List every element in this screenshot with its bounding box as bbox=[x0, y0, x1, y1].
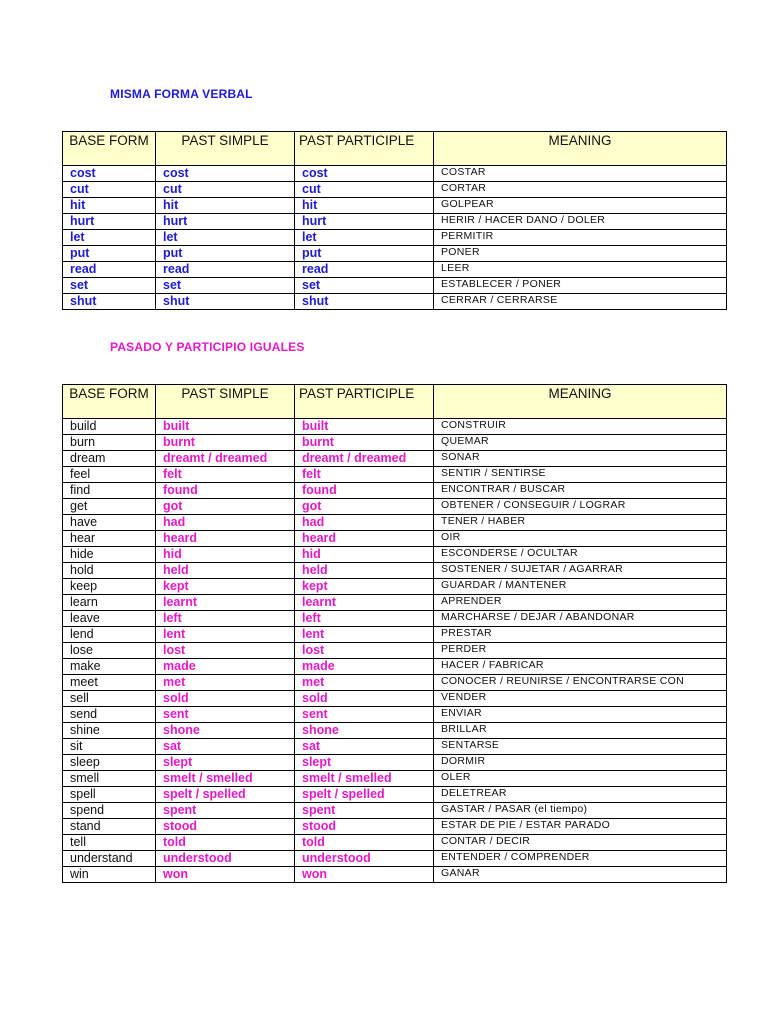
base-form-cell: sleep bbox=[63, 755, 156, 771]
past-simple-cell: put bbox=[156, 246, 295, 262]
header-meaning: MEANING bbox=[434, 132, 727, 166]
past-participle-cell: understood bbox=[295, 851, 434, 867]
table-row bbox=[63, 835, 727, 851]
past-simple-cell: told bbox=[156, 835, 295, 851]
past-simple-cell: set bbox=[156, 278, 295, 294]
past-simple-cell: hid bbox=[156, 547, 295, 563]
meaning-cell: MARCHARSE / DEJAR / ABANDONAR bbox=[434, 611, 727, 627]
past-participle-cell: dreamt / dreamed bbox=[295, 451, 434, 467]
header-past-simple: PAST SIMPLE bbox=[156, 385, 295, 419]
base-form-cell: win bbox=[63, 867, 156, 883]
past-participle-cell: left bbox=[295, 611, 434, 627]
base-form-cell: tell bbox=[63, 835, 156, 851]
past-simple-cell: spelt / spelled bbox=[156, 787, 295, 803]
verb-table-same-form bbox=[62, 131, 727, 310]
meaning-cell: COSTAR bbox=[434, 166, 727, 182]
past-participle-cell: sold bbox=[295, 691, 434, 707]
table-row bbox=[63, 262, 727, 278]
past-participle-cell: kept bbox=[295, 579, 434, 595]
meaning-cell: HACER / FABRICAR bbox=[434, 659, 727, 675]
past-simple-cell: found bbox=[156, 483, 295, 499]
meaning-cell: PRESTAR bbox=[434, 627, 727, 643]
past-simple-cell: read bbox=[156, 262, 295, 278]
table-row bbox=[63, 294, 727, 310]
past-simple-cell: met bbox=[156, 675, 295, 691]
meaning-cell: BRILLAR bbox=[434, 723, 727, 739]
past-participle-cell: learnt bbox=[295, 595, 434, 611]
meaning-cell: GOLPEAR bbox=[434, 198, 727, 214]
table-row bbox=[63, 499, 727, 515]
table-body bbox=[63, 419, 727, 883]
past-participle-cell: built bbox=[295, 419, 434, 435]
past-participle-cell: shut bbox=[295, 294, 434, 310]
base-form-cell: spell bbox=[63, 787, 156, 803]
past-simple-cell: felt bbox=[156, 467, 295, 483]
past-participle-cell: smelt / smelled bbox=[295, 771, 434, 787]
base-form-cell: hold bbox=[63, 563, 156, 579]
past-simple-cell: cost bbox=[156, 166, 295, 182]
past-participle-cell: spent bbox=[295, 803, 434, 819]
past-simple-cell: built bbox=[156, 419, 295, 435]
past-participle-cell: got bbox=[295, 499, 434, 515]
base-form-cell: shut bbox=[63, 294, 156, 310]
past-simple-cell: understood bbox=[156, 851, 295, 867]
base-form-cell: smell bbox=[63, 771, 156, 787]
table-row bbox=[63, 723, 727, 739]
header-past-simple: PAST SIMPLE bbox=[156, 132, 295, 166]
past-simple-cell: heard bbox=[156, 531, 295, 547]
base-form-cell: feel bbox=[63, 467, 156, 483]
past-simple-cell: hit bbox=[156, 198, 295, 214]
meaning-cell: ENTENDER / COMPRENDER bbox=[434, 851, 727, 867]
meaning-cell: HERIR / HACER DANO / DOLER bbox=[434, 214, 727, 230]
past-participle-cell: heard bbox=[295, 531, 434, 547]
table-row bbox=[63, 659, 727, 675]
meaning-cell: SENTIR / SENTIRSE bbox=[434, 467, 727, 483]
header-meaning: MEANING bbox=[434, 385, 727, 419]
past-participle-cell: put bbox=[295, 246, 434, 262]
base-form-cell: spend bbox=[63, 803, 156, 819]
header-base-form: BASE FORM bbox=[63, 385, 156, 419]
meaning-cell: ESTAR DE PIE / ESTAR PARADO bbox=[434, 819, 727, 835]
past-simple-cell: slept bbox=[156, 755, 295, 771]
past-simple-cell: shut bbox=[156, 294, 295, 310]
section-title-misma-forma: MISMA FORMA VERBAL bbox=[110, 87, 253, 101]
table-row bbox=[63, 419, 727, 435]
base-form-cell: set bbox=[63, 278, 156, 294]
past-simple-cell: sat bbox=[156, 739, 295, 755]
meaning-cell: ESCONDERSE / OCULTAR bbox=[434, 547, 727, 563]
meaning-cell: VENDER bbox=[434, 691, 727, 707]
table-row bbox=[63, 467, 727, 483]
meaning-cell: GUARDAR / MANTENER bbox=[434, 579, 727, 595]
past-participle-cell: lost bbox=[295, 643, 434, 659]
table-row bbox=[63, 531, 727, 547]
past-participle-cell: made bbox=[295, 659, 434, 675]
meaning-cell: CONTAR / DECIR bbox=[434, 835, 727, 851]
past-simple-cell: spent bbox=[156, 803, 295, 819]
meaning-cell: SOSTENER / SUJETAR / AGARRAR bbox=[434, 563, 727, 579]
past-simple-cell: kept bbox=[156, 579, 295, 595]
table-row bbox=[63, 435, 727, 451]
base-form-cell: meet bbox=[63, 675, 156, 691]
base-form-cell: leave bbox=[63, 611, 156, 627]
past-simple-cell: cut bbox=[156, 182, 295, 198]
header-base-form: BASE FORM bbox=[63, 132, 156, 166]
table-row bbox=[63, 246, 727, 262]
table-row bbox=[63, 691, 727, 707]
table-row bbox=[63, 675, 727, 691]
past-participle-cell: read bbox=[295, 262, 434, 278]
past-participle-cell: felt bbox=[295, 467, 434, 483]
meaning-cell: PONER bbox=[434, 246, 727, 262]
base-form-cell: find bbox=[63, 483, 156, 499]
meaning-cell: CORTAR bbox=[434, 182, 727, 198]
table-body bbox=[63, 166, 727, 310]
table-row bbox=[63, 483, 727, 499]
meaning-cell: DELETREAR bbox=[434, 787, 727, 803]
past-participle-cell: stood bbox=[295, 819, 434, 835]
past-simple-cell: learnt bbox=[156, 595, 295, 611]
past-participle-cell: met bbox=[295, 675, 434, 691]
table-row bbox=[63, 166, 727, 182]
base-form-cell: lose bbox=[63, 643, 156, 659]
base-form-cell: hear bbox=[63, 531, 156, 547]
meaning-cell: PERDER bbox=[434, 643, 727, 659]
table-row bbox=[63, 643, 727, 659]
past-participle-cell: slept bbox=[295, 755, 434, 771]
table-row bbox=[63, 214, 727, 230]
meaning-cell: PERMITIR bbox=[434, 230, 727, 246]
table-row bbox=[63, 867, 727, 883]
past-participle-cell: told bbox=[295, 835, 434, 851]
table-row bbox=[63, 627, 727, 643]
past-simple-cell: hurt bbox=[156, 214, 295, 230]
base-form-cell: sell bbox=[63, 691, 156, 707]
base-form-cell: understand bbox=[63, 851, 156, 867]
past-simple-cell: made bbox=[156, 659, 295, 675]
past-simple-cell: sent bbox=[156, 707, 295, 723]
meaning-cell: ESTABLECER / PONER bbox=[434, 278, 727, 294]
base-form-cell: sit bbox=[63, 739, 156, 755]
meaning-cell: APRENDER bbox=[434, 595, 727, 611]
header-past-participle: PAST PARTICIPLE bbox=[295, 132, 434, 166]
table-row bbox=[63, 278, 727, 294]
past-simple-cell: shone bbox=[156, 723, 295, 739]
base-form-cell: learn bbox=[63, 595, 156, 611]
base-form-cell: stand bbox=[63, 819, 156, 835]
meaning-cell: TENER / HABER bbox=[434, 515, 727, 531]
table-row bbox=[63, 611, 727, 627]
table-row bbox=[63, 851, 727, 867]
past-simple-cell: held bbox=[156, 563, 295, 579]
base-form-cell: put bbox=[63, 246, 156, 262]
past-simple-cell: smelt / smelled bbox=[156, 771, 295, 787]
meaning-cell: OBTENER / CONSEGUIR / LOGRAR bbox=[434, 499, 727, 515]
past-participle-cell: hit bbox=[295, 198, 434, 214]
table-row bbox=[63, 182, 727, 198]
past-participle-cell: let bbox=[295, 230, 434, 246]
table-row bbox=[63, 739, 727, 755]
meaning-cell: ENCONTRAR / BUSCAR bbox=[434, 483, 727, 499]
past-participle-cell: lent bbox=[295, 627, 434, 643]
past-simple-cell: had bbox=[156, 515, 295, 531]
past-participle-cell: spelt / spelled bbox=[295, 787, 434, 803]
base-form-cell: hurt bbox=[63, 214, 156, 230]
past-participle-cell: sent bbox=[295, 707, 434, 723]
table-row bbox=[63, 771, 727, 787]
meaning-cell: GASTAR / PASAR (el tiempo) bbox=[434, 803, 727, 819]
meaning-cell: SONAR bbox=[434, 451, 727, 467]
past-participle-cell: burnt bbox=[295, 435, 434, 451]
base-form-cell: burn bbox=[63, 435, 156, 451]
table-row bbox=[63, 595, 727, 611]
meaning-cell: OLER bbox=[434, 771, 727, 787]
past-participle-cell: found bbox=[295, 483, 434, 499]
base-form-cell: keep bbox=[63, 579, 156, 595]
meaning-cell: QUEMAR bbox=[434, 435, 727, 451]
verb-table-past-equals-participle bbox=[62, 384, 727, 883]
past-simple-cell: left bbox=[156, 611, 295, 627]
header-past-participle: PAST PARTICIPLE bbox=[295, 385, 434, 419]
past-simple-cell: let bbox=[156, 230, 295, 246]
table-row bbox=[63, 515, 727, 531]
meaning-cell: CERRAR / CERRARSE bbox=[434, 294, 727, 310]
base-form-cell: lend bbox=[63, 627, 156, 643]
base-form-cell: have bbox=[63, 515, 156, 531]
past-simple-cell: stood bbox=[156, 819, 295, 835]
base-form-cell: make bbox=[63, 659, 156, 675]
past-simple-cell: got bbox=[156, 499, 295, 515]
past-simple-cell: lost bbox=[156, 643, 295, 659]
base-form-cell: let bbox=[63, 230, 156, 246]
past-participle-cell: cost bbox=[295, 166, 434, 182]
past-simple-cell: dreamt / dreamed bbox=[156, 451, 295, 467]
base-form-cell: cost bbox=[63, 166, 156, 182]
meaning-cell: ENVIAR bbox=[434, 707, 727, 723]
table-row bbox=[63, 707, 727, 723]
meaning-cell: CONSTRUIR bbox=[434, 419, 727, 435]
table-header-row bbox=[63, 385, 727, 419]
table-header-row bbox=[63, 132, 727, 166]
table-row bbox=[63, 547, 727, 563]
past-participle-cell: hurt bbox=[295, 214, 434, 230]
table-row bbox=[63, 563, 727, 579]
base-form-cell: shine bbox=[63, 723, 156, 739]
table-row bbox=[63, 819, 727, 835]
table-row bbox=[63, 803, 727, 819]
meaning-cell: CONOCER / REUNIRSE / ENCONTRARSE CON bbox=[434, 675, 727, 691]
past-participle-cell: sat bbox=[295, 739, 434, 755]
past-simple-cell: won bbox=[156, 867, 295, 883]
base-form-cell: hide bbox=[63, 547, 156, 563]
table-row bbox=[63, 230, 727, 246]
past-participle-cell: had bbox=[295, 515, 434, 531]
table-row bbox=[63, 198, 727, 214]
past-participle-cell: set bbox=[295, 278, 434, 294]
table-row bbox=[63, 579, 727, 595]
meaning-cell: OIR bbox=[434, 531, 727, 547]
base-form-cell: read bbox=[63, 262, 156, 278]
meaning-cell: DORMIR bbox=[434, 755, 727, 771]
past-participle-cell: shone bbox=[295, 723, 434, 739]
past-simple-cell: burnt bbox=[156, 435, 295, 451]
meaning-cell: GANAR bbox=[434, 867, 727, 883]
base-form-cell: cut bbox=[63, 182, 156, 198]
section-title-pasado-participio: PASADO Y PARTICIPIO IGUALES bbox=[110, 340, 305, 354]
base-form-cell: build bbox=[63, 419, 156, 435]
past-simple-cell: lent bbox=[156, 627, 295, 643]
meaning-cell: SENTARSE bbox=[434, 739, 727, 755]
past-participle-cell: held bbox=[295, 563, 434, 579]
table-row bbox=[63, 451, 727, 467]
base-form-cell: dream bbox=[63, 451, 156, 467]
meaning-cell: LEER bbox=[434, 262, 727, 278]
table-row bbox=[63, 755, 727, 771]
base-form-cell: get bbox=[63, 499, 156, 515]
past-participle-cell: cut bbox=[295, 182, 434, 198]
past-participle-cell: won bbox=[295, 867, 434, 883]
base-form-cell: hit bbox=[63, 198, 156, 214]
base-form-cell: send bbox=[63, 707, 156, 723]
past-simple-cell: sold bbox=[156, 691, 295, 707]
table-row bbox=[63, 787, 727, 803]
past-participle-cell: hid bbox=[295, 547, 434, 563]
